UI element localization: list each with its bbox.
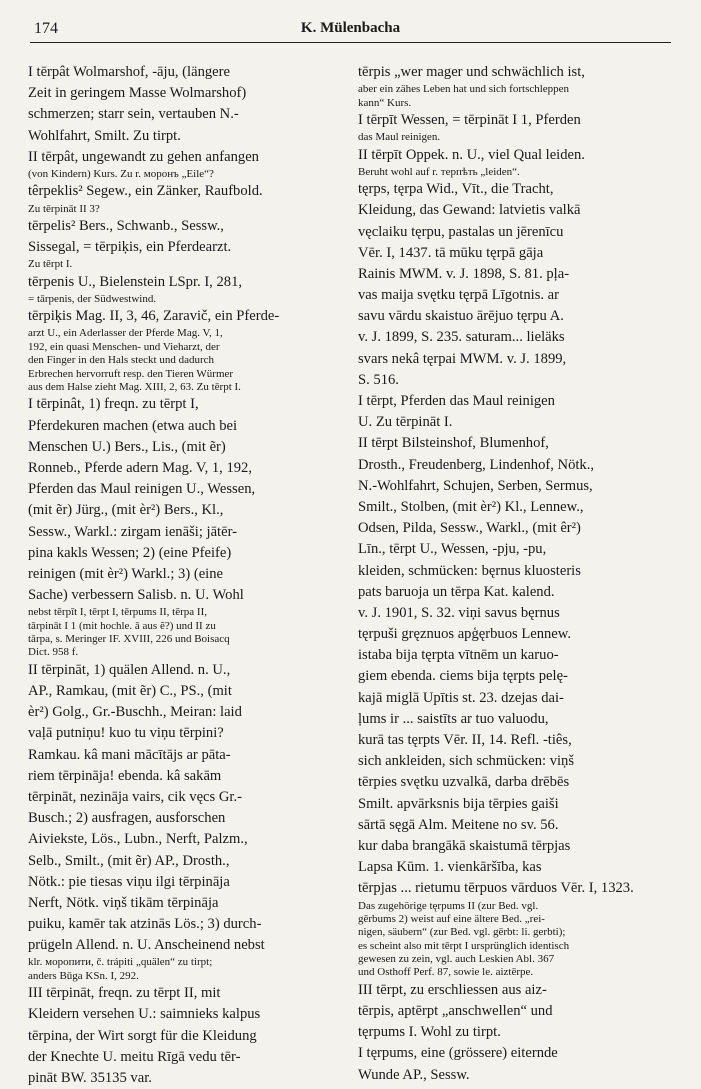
text-line: riem tērpināja! ebenda. kâ sakām [28,767,222,784]
text-line: Pferdekuren machen (etwa auch bei [28,417,238,434]
text-line: tērpjas ... rietumu tērpuos vārduos Vēr. I, 1323. [358,880,634,897]
running-title: K. Mülenbacha [300,20,401,36]
text-line: aus dem Halse zieht Mag. XIII, 2, 63. Zu tērpt I. [28,381,241,393]
text-line: Nerft, Nötk. viņš tikām tērpināja [28,894,219,911]
text-line: Selb., Smilt., (mit ẽr) AP., Drosth., [28,852,230,869]
text-line: Wohlfahrt, Smilt. Zu tirpt. [28,127,181,144]
text-line: pināt BW. 35135 var. [28,1069,152,1086]
text-line: klr. моропити, č. trápiti „quälen“ zu tirpt; [28,956,213,969]
text-line: Rainis MWM. v. J. 1898, S. 81. pļa- [358,265,570,282]
text-line: savu vārdu skaistuo ārējuo tęrpu A. [358,308,564,325]
text-line: reinigen (mit èr²) Warkl.; 3) (eine [28,565,224,582]
text-line: II tērpât, ungewandt zu gehen anfangen [28,148,259,165]
text-line: Smilt. apvārksnis bija tērpies gaiši [358,795,559,812]
text-line: Beruht wohl auf r. терпѣть „leiden“. [358,165,520,178]
text-line: tērpināt, nezināja vairs, cik vęcs Gr.- [28,788,242,805]
text-line: tęrpums I. Wohl zu tirpt. [358,1024,501,1041]
text-line: giem ebenda. ciems bija tęrpts pelę- [358,668,568,685]
text-line: arzt U., ein Aderlasser der Pferde Mag. V, 1, [28,327,223,340]
text-line: ļums ir ... saistīts ar tuo valuodu, [358,710,549,727]
text-line: tęrps, tęrpa Wid., Vīt., die Tracht, [358,181,554,198]
text-line: II tērpt Bilsteinshof, Blumenhof, [358,435,549,452]
text-line: kur daba brangākā skaistumā tērpjas [358,837,571,854]
text-line: tērpina, der Wirt sorgt für die Kleidung [28,1027,257,1044]
text-line: Wunde AP., Sessw. [358,1066,470,1083]
text-line: der Knechte U. meitu Rīgā vedu tēr- [28,1048,241,1065]
text-line: (mit ẽr) Jürg., (mit èr²) Bers., Kl., [28,502,224,519]
text-line: v. J. 1901, S. 32. viņi savus bęrnus [358,604,560,621]
text-line: S. 516. [358,371,399,388]
text-line: v. J. 1899, S. 235. saturam... lieläks [358,329,565,346]
text-line: I tērpât Wolmarshof, -āju, (längere [28,64,230,80]
text-line: I tęrpums, eine (grössere) eiternde [358,1045,558,1062]
text-line: Pferden das Maul reinigen U., Wessen, [28,481,256,498]
text-line: Zu tērpt I. [28,258,73,271]
text-line: kann“ Kurs. [358,96,412,109]
text-line: 192, ein quasi Menschen- und Vieharzt, der [28,340,220,353]
text-line: II tērpināt, 1) quälen Allend. n. U., [28,661,231,678]
text-line: tērpis, aptērpt „anschwellen“ und [358,1003,553,1020]
page-header [30,18,671,43]
text-line: Menschen U.) Bers., Lis., (mit ẽr) [28,438,226,455]
text-line: sich ankleiden, sich schmücken: viņš [358,753,575,770]
text-line: Odsen, Pilda, Sessw., Warkl., (mit êr²) [358,520,581,537]
text-line: gewesen zu zein, vgl. auch Leskien Abl. 367 [358,953,555,966]
text-line: den Finger in den Hals steckt und dadurch [28,354,215,367]
text-line: èr²) Golg., Gr.-Buschh., Meiran: laid [28,704,242,721]
text-line: III tērpināt, freqn. zu tērpt II, mit [28,985,221,1002]
text-line: tērpis „wer mager und schwächlich ist, [358,64,585,80]
text-line: Sissegal, = tērpiķis, ein Pferdearzt. [28,239,232,256]
text-line: gērbums 2) weist auf eine ältere Bed. „rei- [358,912,545,925]
text-line: und Osthoff Perf. 87, sowie le. aiztērpe. [358,966,534,979]
text-line: vęclaiku tęrpu, pastalas un jērenīcu [358,223,564,240]
text-line: I tērpt, Pferden das Maul reinigen [358,393,555,409]
text-line: Kleidern versehen U.: saimnieks kalpus [28,1006,261,1023]
text-line: Zu tērpināt II 3? [28,202,100,215]
text-line: Das zugehörige tęrpums II (zur Bed. vgl. [358,899,539,912]
text-line: Ronneb., Pferde adern Mag. V, 1, 192, [28,459,253,476]
text-line: III tērpt, zu erschliessen aus aiz- [358,981,547,998]
text-line: schmerzen; starr sein, vertauben N.- [28,106,239,123]
text-line: (von Kindern) Kurs. Zu r. моронъ „Eile“? [28,167,214,180]
text-line: II tērpīt Oppek. n. U., viel Qual leiden. [358,146,585,163]
text-line: nigen, säubern“ (zur Bed. vgl. gērbt: li. gerbti); [358,926,566,939]
text-line: vaļā putniņu! kuo tu viņu tērpini? [28,725,224,742]
text-line: das Maul reinigen. [358,131,441,144]
text-line: Aiviekste, Lös., Lubn., Nerft, Palzm., [28,831,248,848]
text-line: U. Zu tērpināt I. [358,414,453,431]
text-line: têrpeklis² Segew., ein Zänker, Raufbold. [28,183,263,200]
text-line: AP., Ramkau, (mit ẽr) C., PS., (mit [28,683,232,700]
text-line: prügeln Allend. n. U. Anscheinend nebst [28,937,265,954]
text-line: Lapsa Kūm. 1. vienkāršība, kas [358,859,542,876]
text-line: Nötk.: pie tiesas viņu ilgi tērpināja [28,873,230,890]
text-line: Sessw., Warkl.: zirgam ienāši; jātēr- [28,523,238,540]
text-line: tārpināt I 1 (mit hochle. ā aus ẽ?) und II zu [28,619,216,632]
text-line: pats baruoja un tērpa Kat. kalend. [358,583,555,600]
right-column [358,62,676,1083]
text-line: I tērpīt Wessen, = tērpināt I 1, Pferden [358,111,581,128]
text-line: vas maija svętku tęrpā Līgotnis. ar [358,287,560,304]
text-line: Erbrechen hervorruft resp. den Tieren Würmer [28,367,234,380]
text-line: Smilt., Stolben, (mit èr²) Kl., Lennew., [358,498,584,515]
text-line: tęrpuši gręznuos apģęrbuos Lennew. [358,626,572,643]
text-line: Ramkau. kâ mani mācītājs ar pāta- [28,746,231,763]
text-line: kajā miglā Upītis st. 23. dzejas dai- [358,689,564,706]
text-line: I tērpinât, 1) freqn. zu tērpt I, [28,396,199,413]
text-line: Drosth., Freudenberg, Lindenhof, Nötk., [358,456,595,473]
text-line: N.-Wohlfahrt, Schujen, Serben, Sermus, [358,477,593,494]
text-line: svars nekâ tęrpai MWM. v. J. 1899, [358,350,567,367]
text-line: Sache) verbessern Salisb. n. U. Wohl [28,587,244,604]
text-line: Vēr. I, 1437. tā mūku tęrpā gāja [358,244,544,261]
left-column [28,62,344,1086]
text-line: tērpelis² Bers., Schwanb., Sessw., [28,217,224,234]
text-line: Zeit in geringem Masse Wolmarshof) [28,85,247,102]
text-line: aber ein zähes Leben hat und sich fortschleppen [358,83,570,96]
text-line: tērpiķis Mag. II, 3, 46, Zaravič, ein Pferde- [28,308,280,325]
text-line: = tārpenis, der Südwestwind. [28,292,157,305]
text-line: kurā tas tęrpts Vēr. II, 14. Refl. -tiês, [358,732,572,748]
text-line: nebst tērpīt I, tērpt I, tērpums II, tērpa II, [28,606,207,619]
text-line: Busch.; 2) ausfragen, ausforschen [28,810,226,827]
text-line: tērpenis U., Bielenstein LSpr. I, 281, [28,273,243,290]
text-line: Līn., tērpt U., Wessen, -pju, -pu, [358,541,547,558]
text-line: istaba bija tęrpta vītnēm un karuo- [358,647,559,664]
text-line: es scheint also mit tērpt I ursprünglich identisch [358,939,570,952]
text-line: anders Būga KSn. I, 292. [28,969,139,982]
text-line: puiku, kamēr tak atzinās Lös.; 3) durch- [28,916,262,933]
text-line: Kleidung, das Gewand: latvietis valkā [358,202,581,219]
text-line: tērpies svętku uzvalkā, darba drēbēs [358,774,570,791]
text-line: Dict. 958 f. [28,646,79,659]
page-number: 174 [34,20,58,37]
text-line: kleiden, schmücken: bęrnus kluosteris [358,562,581,579]
text-line: pina kakls Wessen; 2) (eine Pfeife) [28,544,232,561]
text-line: sārtā sęgā Alm. Meitene no sv. 56. [358,816,559,833]
text-line: tārpa, s. Meringer IF. XVIII, 226 und Boisacq [28,633,230,646]
